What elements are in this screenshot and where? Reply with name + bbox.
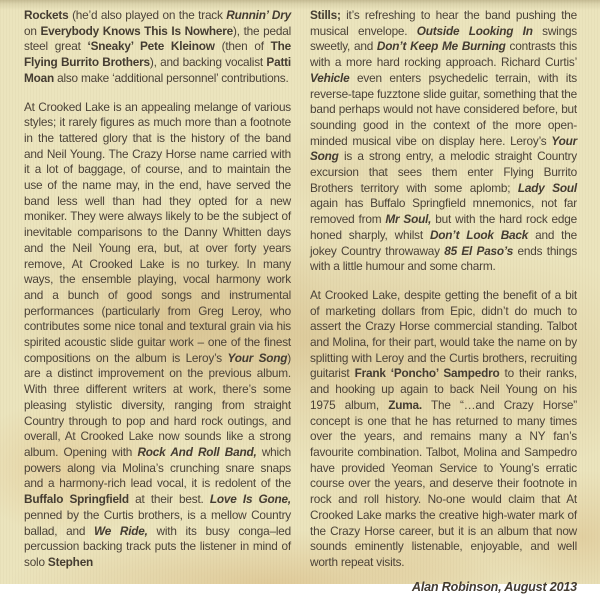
text-segment: which powers along via Molina’s crunching snare snaps and a harmony-rich lead vocal, it is redolent of the bbox=[24, 444, 291, 491]
text-segment: ), the pedal steel great bbox=[24, 23, 291, 54]
text-segment: The Flying Burrito Brothers bbox=[24, 39, 291, 70]
text-segment: at their best. bbox=[128, 492, 210, 507]
text-segment: Don’t Look Back bbox=[429, 227, 529, 242]
text-segment: ends things with a little humour and some charm. bbox=[310, 243, 578, 274]
paragraph bbox=[310, 288, 577, 571]
text-segment: to their ranks, and hooking up again to back Neil Young on his 1975 album, bbox=[310, 366, 577, 412]
text-segment: ), and backing vocalist bbox=[149, 55, 267, 70]
text-segment: contrasts this with a more hard rocking approach. Richard Curtis’ bbox=[310, 39, 577, 70]
text-segment: We Ride, bbox=[94, 523, 148, 538]
text-segment: Love Is Gone, bbox=[209, 492, 291, 507]
text-segment: with its busy conga–led percussion backing track puts the listener in mind of solo bbox=[24, 523, 291, 569]
text-segment: even enters psychedelic terrain, with its reverse-tape fuzztone slide guitar, something that the band perhaps would not have considered before, but sounding good in the context of the more open-minded musical vibe on display here. Leroy’s bbox=[310, 70, 577, 148]
text-segment: Zuma. bbox=[388, 397, 422, 412]
text-segment: (he’d also played on the track bbox=[68, 8, 227, 22]
text-segment: swings sweetly, and bbox=[310, 23, 577, 54]
text-segment: and the jokey Country throwaway bbox=[310, 227, 577, 258]
text-segment: At Crooked Lake is an appealing melange of various styles; it rarely figures as much more than a footnote in the tattered glory that is the history of the band and Neil Young. The Crazy Horse name carried with it a lot of baggage, of course, and to maintain the use of the name may, in the end, have served the band less well than had they opted for a new moniker. They were always likely to be the subject of inevitable comparisons to the Danny Whitten days and the Neil Young era, but, at over forty years remove, At Crooked Lake is no turkey. In many ways, the ensemble playing, vocal harmony work and a bunch of good songs and instrumental performances (particularly from Greg Leroy, who contributes some nice tonal and textural grain via his spirited acoustic slide guitar work – one of the finest compositions on the album is Leroy’s bbox=[24, 99, 291, 365]
text-segment: Stephen bbox=[47, 554, 94, 569]
text-segment: Runnin’ Dry bbox=[226, 8, 291, 22]
text-segment: Your Song bbox=[310, 133, 577, 164]
byline: Alan Robinson, August 2013 bbox=[411, 579, 577, 594]
text-segment: Everybody Knows This Is Nowhere bbox=[40, 23, 234, 38]
text-segment: Your Song bbox=[227, 350, 288, 365]
text-column-left bbox=[24, 8, 291, 571]
paragraph bbox=[24, 8, 291, 87]
text-segment: Stills; bbox=[310, 8, 341, 22]
text-segment: also make ‘additional personnel’ contributions. bbox=[54, 70, 289, 85]
text-segment: Buffalo Springfield bbox=[24, 492, 129, 507]
text-segment: on bbox=[24, 23, 41, 38]
text-segment: At Crooked Lake, despite getting the benefit of a bit of marketing dollars from Epic, didn’t do much to assert the Crazy Horse commercial standing. Talbot and Molina, for their part, would take the name on by splitting with Leroy and the Curtis brothers, recruiting guitarist bbox=[310, 287, 577, 381]
text-segment: Vehicle bbox=[310, 70, 350, 85]
text-segment: 85 El Paso’s bbox=[444, 243, 514, 258]
text-segment: but with the hard rock edge honed sharply, whilst bbox=[310, 212, 577, 242]
text-segment: Don’t Keep Me Burning bbox=[376, 39, 506, 54]
text-segment: Frank ‘Poncho’ Sampedro bbox=[354, 366, 500, 381]
text-segment: it’s refreshing to hear the band pushing the musical envelope. bbox=[310, 8, 577, 38]
text-segment: Rock And Roll Band, bbox=[137, 444, 257, 459]
text-segment: Rockets bbox=[24, 8, 69, 22]
paragraph bbox=[310, 8, 577, 275]
paragraph bbox=[24, 100, 291, 571]
text-segment: again has Buffalo Springfield mnemonics, not far removed from bbox=[310, 196, 577, 227]
text-column-right bbox=[310, 8, 577, 595]
text-segment: is a strong entry, a melodic straight Country excursion that sees them enter Flying Burrito Brothers territory with some aplomb; bbox=[310, 149, 577, 195]
text-segment: The “…and Crazy Horse” concept is one that he has returned to many times over the years, and remains many a NY fan’s favourite combination. Talbot, Molina and Sampedro have provided Yeoman Service to Young’s erratic course over the years, and deserve their footnote in rock and roll history. No-one would claim that At Crooked Lake marks the creative high-water mark of the Crazy Horse career, but it is an album that now sounds eminently listenable, enjoyable, and well worth repeat visits. bbox=[310, 397, 577, 569]
text-segment: ) are a distinct improvement on the previous album. With three different writers at work, there’s some pleasing stylistic diversity, ranging from straight Country through to pop and hard rock outings, and overall, At Crooked Lake now sounds like a strong album. Opening with bbox=[24, 350, 291, 459]
text-segment: (then of bbox=[214, 39, 271, 54]
text-segment: Outside Looking In bbox=[416, 23, 533, 38]
text-segment: Lady Soul bbox=[517, 180, 577, 195]
text-segment: Mr Soul, bbox=[385, 212, 432, 227]
text-segment: Patti Moan bbox=[24, 55, 291, 85]
text-segment: penned by the Curtis brothers, is a mellow Country ballad, and bbox=[24, 507, 291, 538]
text-segment: ‘Sneaky’ Pete Kleinow bbox=[87, 39, 215, 54]
